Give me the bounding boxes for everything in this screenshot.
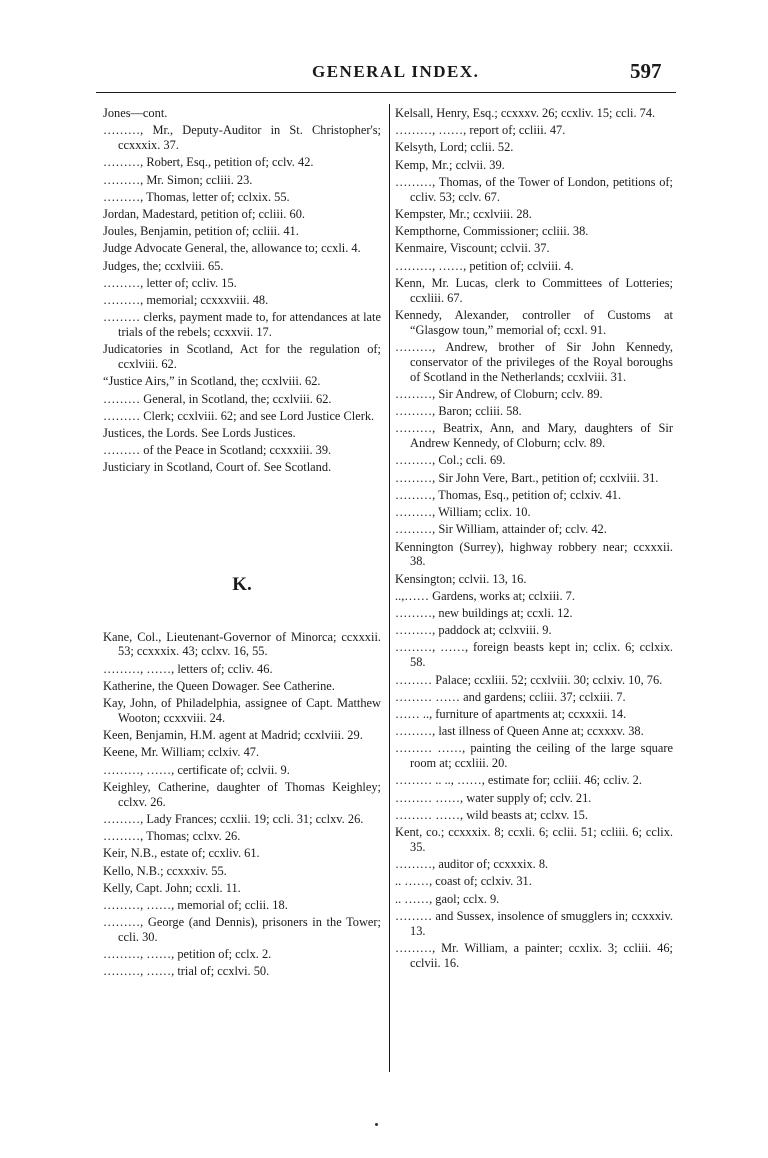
index-entry: ………, Beatrix, Ann, and Mary, daughters of Sir Andrew Kennedy, of Cloburn; cclv. 89. <box>395 421 673 451</box>
index-entry: Keir, N.B., estate of; ccxliv. 61. <box>103 846 260 861</box>
running-title: GENERAL INDEX. <box>312 62 480 81</box>
index-entry: ……… .. .., ……, estimate for; ccliii. 46; ccliv. 2. <box>395 773 642 788</box>
index-entry: Judge Advocate General, the, allowance to; ccxli. 4. <box>103 241 361 256</box>
index-entry: Kelsyth, Lord; cclii. 52. <box>395 140 514 155</box>
page-mark <box>375 1123 378 1126</box>
index-entry: Keighley, Catherine, daughter of Thomas Keighley; cclxv. 26. <box>103 779 381 809</box>
index-entry: ………, Thomas, letter of; cclxix. 55. <box>103 189 290 204</box>
index-entry: Judges, the; ccxlviii. 65. <box>103 258 224 273</box>
index-entry: ………, Col.; ccli. 69. <box>395 453 506 468</box>
column-separator <box>389 104 390 1072</box>
index-entry: ………, Baron; ccliii. 58. <box>395 404 522 419</box>
index-entry: “Justice Airs,” in Scotland, the; ccxlviii. 62. <box>103 374 321 389</box>
index-entry: ………, Mr. William, a painter; ccxlix. 3; ccliii. 46; cclvii. 16. <box>395 940 673 970</box>
index-entry: …… .., furniture of apartments at; ccxxxii. 14. <box>395 706 627 721</box>
index-entry: ………, William; cclix. 10. <box>395 505 531 520</box>
index-entry: Kent, co.; ccxxxix. 8; ccxli. 6; cclii. 51; ccliii. 6; cclix. 35. <box>395 825 673 854</box>
index-entry: Kay, John, of Philadelphia, assignee of Capt. Matthew Wooton; ccxxviii. 24. <box>103 696 381 725</box>
index-entry: ………, Thomas, Esq., petition of; cclxiv. 41. <box>395 487 622 502</box>
index-entry: ………, Mr., Deputy-Auditor in St. Christopher's; ccxxxix. 37. <box>103 123 381 153</box>
index-entry: ……… General, in Scotland, the; ccxlviii. 62. <box>103 391 332 406</box>
index-entry: ……… …… and gardens; ccliii. 37; cclxiii. 7. <box>395 689 626 704</box>
index-entry: Katherine, the Queen Dowager. See Catherine. <box>103 678 335 693</box>
index-entry: ………, auditor of; ccxxxix. 8. <box>395 857 549 872</box>
index-entry: Judicatories in Scotland, Act for the regulation of; ccxlviii. 62. <box>103 342 381 372</box>
index-entry: Kello, N.B.; ccxxxiv. 55. <box>103 863 227 878</box>
index-entry: Kenmaire, Viscount; cclvii. 37. <box>395 241 550 256</box>
index-entry: Kennington (Surrey), highway robbery near; ccxxxii. 38. <box>395 539 673 569</box>
page-number: 597 <box>630 59 662 83</box>
left-column <box>103 106 381 982</box>
index-entry: ……… ……, painting the ceiling of the large square room at; ccxliii. 20. <box>395 741 673 771</box>
index-entry: ………, ……, petition of; cclviii. 4. <box>395 258 574 273</box>
index-entry: Justices, the Lords. See Lords Justices. <box>103 425 296 440</box>
index-entry: Kelsall, Henry, Esq.; ccxxxv. 26; ccxliv. 15; ccli. 74. <box>395 106 656 120</box>
index-entry: ………, ……, petition of; cclx. 2. <box>103 947 272 962</box>
index-entry: ……… ……, wild beasts at; cclxv. 15. <box>395 807 588 822</box>
index-entry: ……… Clerk; ccxlviii. 62; and see Lord Justice Clerk. <box>103 408 375 423</box>
index-entry: ………, Lady Frances; ccxlii. 19; ccli. 31; cclxv. 26. <box>103 811 364 826</box>
index-entry: .. ……, coast of; cclxiv. 31. <box>395 874 532 889</box>
index-entry: ……… clerks, payment made to, for attendances at late trials of the rebels; ccxxvii. 17. <box>103 310 381 340</box>
index-entry: Keen, Benjamin, H.M. agent at Madrid; ccxlviii. 29. <box>103 728 363 743</box>
index-entry: ………, ……, trial of; ccxlvi. 50. <box>103 964 270 979</box>
index-entry: ………, George (and Dennis), prisoners in the Tower; ccli. 30. <box>103 915 381 945</box>
index-entry: ……… ……, water supply of; cclv. 21. <box>395 790 592 805</box>
page-header <box>0 59 768 88</box>
index-entry: Kennedy, Alexander, controller of Customs at “Glasgow toun,” memorial of; ccxl. 91. <box>395 307 673 337</box>
index-entry: Kane, Col., Lieutenant-Governor of Minorca; ccxxxii. 53; ccxxxix. 43; cclxv. 16, 55. <box>103 629 381 659</box>
index-entry: .. ……, gaol; cclx. 9. <box>395 891 500 906</box>
index-entry: Kempthorne, Commissioner; ccliii. 38. <box>395 224 589 239</box>
section-letter: K. <box>232 573 252 595</box>
index-entry: ……… of the Peace in Scotland; ccxxxiii. 39. <box>103 443 332 458</box>
index-entry: ………, Sir William, attainder of; cclv. 42. <box>395 522 607 537</box>
index-entry: ………, ……, foreign beasts kept in; cclix. 6; cclxix. 58. <box>395 640 673 670</box>
index-entry: ………, ……, report of; ccliii. 47. <box>395 123 566 138</box>
index-entry: ………, ……, certificate of; cclvii. 9. <box>103 762 290 777</box>
index-entry: ………, Sir John Vere, Bart., petition of; ccxlviii. 31. <box>395 470 659 485</box>
index-entry: ………, ……, letters of; ccliv. 46. <box>103 661 273 676</box>
section-gap <box>103 478 381 574</box>
index-entry: Kensington; cclvii. 13, 16. <box>395 571 527 586</box>
index-entry: Keene, Mr. William; cclxiv. 47. <box>103 745 260 760</box>
index-entry: ………, Andrew, brother of Sir John Kennedy, conservator of the privileges of the Royal boroughs of Scotland in the Netherlands; ccxlviii. 31. <box>395 339 673 384</box>
index-entry: Joules, Benjamin, petition of; ccliii. 41. <box>103 224 299 239</box>
right-column <box>395 106 673 973</box>
index-entry: ………, Thomas; cclxv. 26. <box>103 829 241 844</box>
index-entry: Kempster, Mr.; ccxlviii. 28. <box>395 206 532 221</box>
index-entry: ………, Thomas, of the Tower of London, petitions of; ccliv. 53; cclv. 67. <box>395 174 673 204</box>
index-entry: ………, memorial; ccxxxviii. 48. <box>103 292 269 307</box>
index-entry: ………, letter of; ccliv. 15. <box>103 275 237 290</box>
index-entry: ………, Robert, Esq., petition of; cclv. 42. <box>103 155 314 170</box>
index-entry: ……… Palace; ccxliii. 52; ccxlviii. 30; cclxiv. 10, 76. <box>395 672 663 687</box>
index-entry: Kenn, Mr. Lucas, clerk to Committees of Lotteries; ccxliii. 67. <box>395 275 673 305</box>
index-entry: ………, Sir Andrew, of Cloburn; cclv. 89. <box>395 386 603 401</box>
index-entry: ………, new buildings at; ccxli. 12. <box>395 606 573 621</box>
index-entry: Justiciary in Scotland, Court of. See Scotland. <box>103 460 332 475</box>
index-entry: Jordan, Madestard, petition of; ccliii. 60. <box>103 206 305 221</box>
index-entry: ………, last illness of Queen Anne at; ccxxxv. 38. <box>395 724 644 739</box>
index-entry: ………, Mr. Simon; ccliii. 23. <box>103 172 253 187</box>
index-entry: Jones—cont. <box>103 106 168 120</box>
header-rule <box>96 92 676 93</box>
index-entry: Kemp, Mr.; cclvii. 39. <box>395 157 505 172</box>
index-entry: ………, ……, memorial of; cclii. 18. <box>103 897 288 912</box>
index-entry: ..,…… Gardens, works at; cclxiii. 7. <box>395 588 575 603</box>
index-entry: Kelly, Capt. John; ccxli. 11. <box>103 880 241 895</box>
index-entry: ……… and Sussex, insolence of smugglers in; ccxxxiv. 13. <box>395 908 673 938</box>
index-entry: ………, paddock at; cclxviii. 9. <box>395 623 552 638</box>
